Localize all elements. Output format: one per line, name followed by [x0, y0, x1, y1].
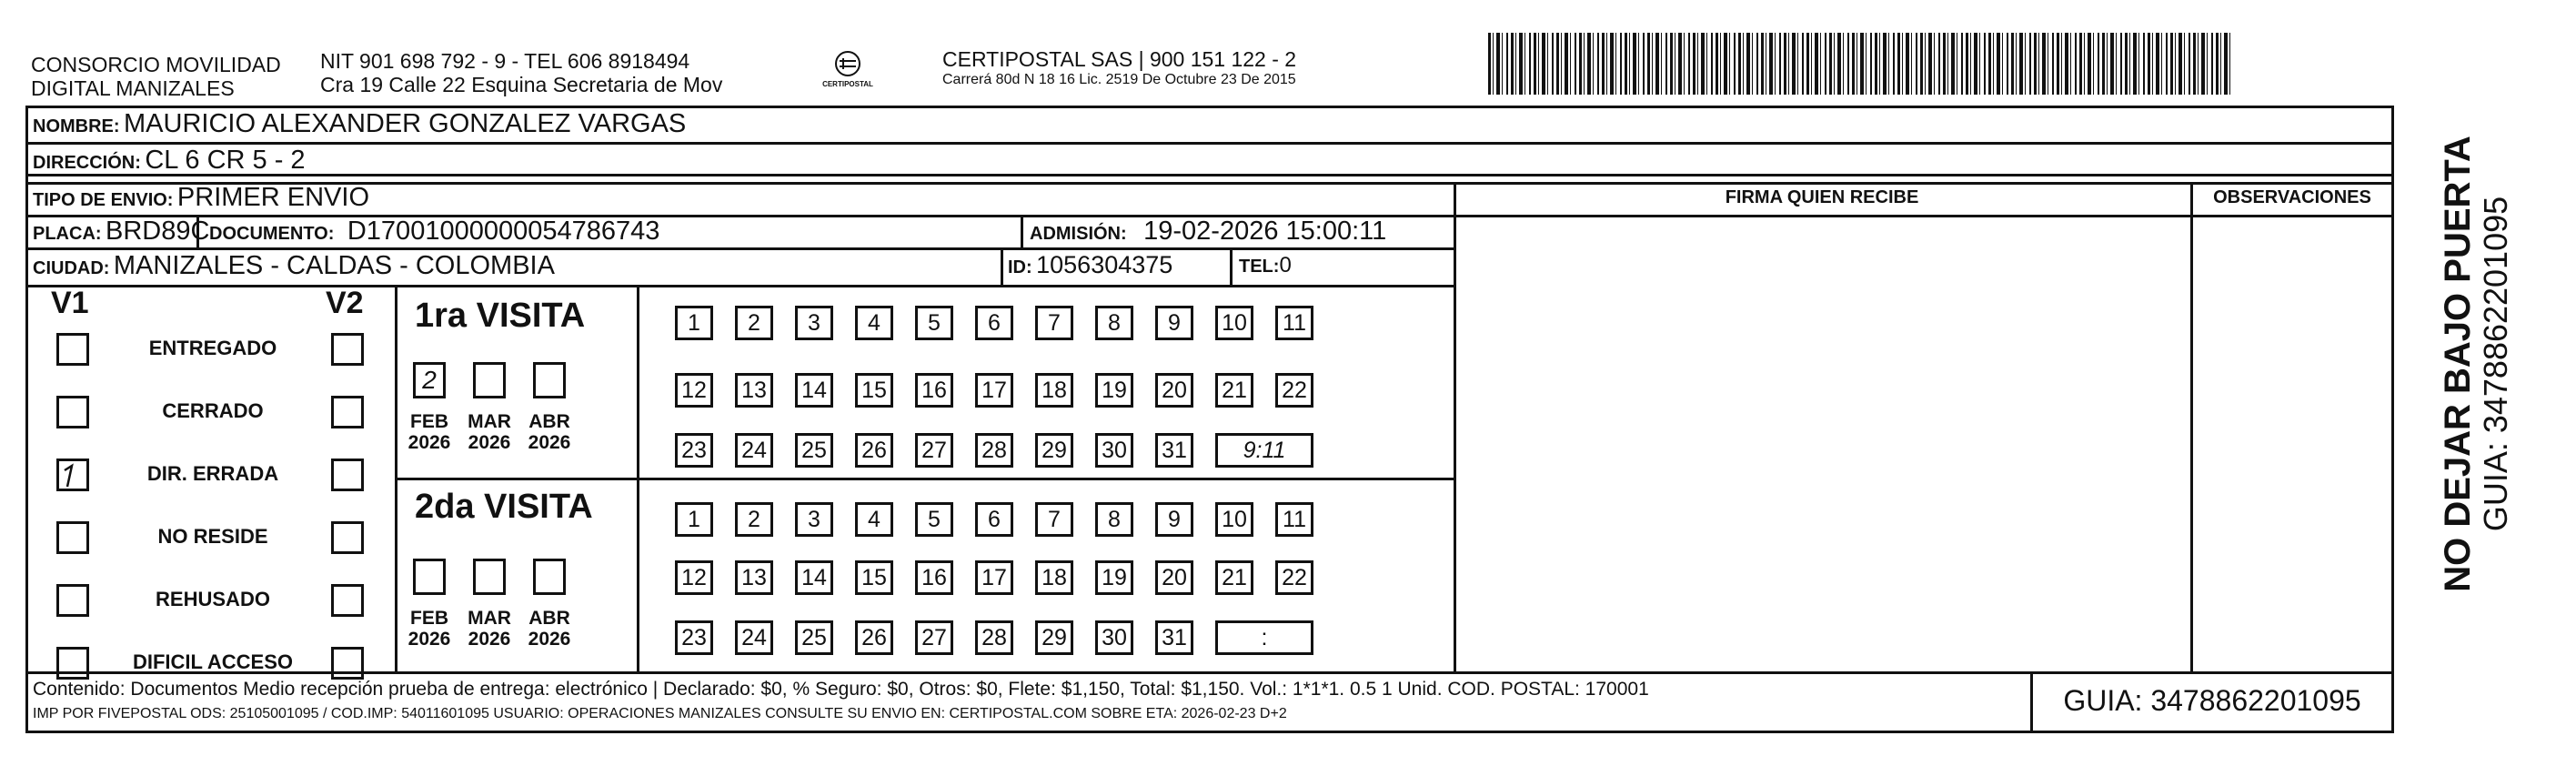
guia-box: GUIA: 3478862201095	[2063, 684, 2361, 717]
day-box[interactable]: 5	[915, 306, 953, 340]
day-box[interactable]: 13	[735, 560, 773, 595]
day-box[interactable]: 7	[1035, 502, 1073, 537]
id-label: ID:	[1008, 257, 1032, 277]
placa-label: PLACA:	[33, 224, 102, 244]
certipostal-logo	[820, 49, 875, 95]
side-guia: GUIA: 3478862201095	[2477, 196, 2514, 532]
address-line: Cra 19 Calle 22 Esquina Secretaria de Mov	[320, 73, 723, 96]
day-box[interactable]: 6	[975, 502, 1013, 537]
day-box[interactable]: 29	[1035, 433, 1073, 468]
day-box[interactable]: 9	[1155, 306, 1193, 340]
day-box[interactable]: 22	[1275, 560, 1313, 595]
day-box[interactable]: 30	[1095, 433, 1133, 468]
ciudad-value: MANIZALES - CALDAS - COLOMBIA	[113, 251, 555, 280]
imp-line: IMP POR FIVEPOSTAL ODS: 25105001095 / COD.IMP: 54011601095 USUARIO: OPERACIONES MANIZALES CONSULTE SU ENVIO EN: CERTIPOSTAL.COM SOBRE ETA: 2026-02-23 D+2	[33, 706, 1287, 721]
day-box[interactable]: 15	[855, 560, 893, 595]
v2-checkbox[interactable]	[331, 521, 364, 554]
day-box[interactable]: 19	[1095, 373, 1133, 408]
v1-checkbox[interactable]	[56, 521, 89, 554]
documento-value: D17001000000054786743	[347, 217, 660, 246]
first-visit-label: 1ra VISITA	[415, 297, 586, 335]
nombre-row	[33, 109, 686, 139]
visit-time-box[interactable]: :	[1215, 620, 1313, 655]
logo-text: CERTIPOSTAL	[822, 80, 873, 88]
placa-field	[33, 217, 209, 247]
day-box[interactable]: 13	[735, 373, 773, 408]
state-label: DIR. ERRADA	[146, 462, 279, 485]
v2-checkbox[interactable]	[331, 584, 364, 617]
day-box[interactable]: 2	[735, 306, 773, 340]
v1-label: V1	[51, 286, 89, 320]
day-box[interactable]: 11	[1275, 502, 1313, 537]
visit-time-box[interactable]: 9:11	[1215, 433, 1313, 468]
day-box[interactable]: 17	[975, 560, 1013, 595]
certipostal-line-2: Carrerá 80d N 18 16 Lic. 2519 De Octubre 23 De 2015	[942, 72, 1296, 87]
tel-field	[1239, 253, 1292, 278]
month-checkbox[interactable]	[473, 559, 506, 595]
month-checkbox[interactable]	[533, 559, 566, 595]
state-label: REHUSADO	[156, 588, 270, 610]
direccion-row	[33, 146, 306, 176]
second-visit-label: 2da VISITA	[415, 488, 593, 526]
day-box[interactable]: 21	[1215, 560, 1253, 595]
day-box[interactable]: 17	[975, 373, 1013, 408]
tipo-envio-row	[33, 183, 369, 213]
day-box[interactable]: 31	[1155, 620, 1193, 655]
admision-label: ADMISIÓN:	[1030, 224, 1127, 244]
v1-checkbox[interactable]	[56, 396, 89, 428]
day-box[interactable]: 4	[855, 306, 893, 340]
v1-checkbox[interactable]	[56, 459, 89, 491]
day-box[interactable]: 31	[1155, 433, 1193, 468]
v2-checkbox[interactable]	[331, 459, 364, 491]
day-box[interactable]: 28	[975, 433, 1013, 468]
day-box[interactable]: 2	[735, 502, 773, 537]
state-label: ENTREGADO	[148, 337, 277, 359]
month-checkbox[interactable]	[533, 362, 566, 398]
day-box[interactable]: 27	[915, 433, 953, 468]
direccion-label: DIRECCIÓN:	[33, 153, 141, 173]
month-checkbox[interactable]: 2	[413, 362, 446, 398]
nombre-value: MAURICIO ALEXANDER GONZALEZ VARGAS	[124, 109, 687, 138]
day-box[interactable]: 10	[1215, 306, 1253, 340]
id-field	[1008, 251, 1172, 279]
month-checkbox[interactable]	[413, 559, 446, 595]
company-name	[31, 53, 281, 100]
day-box[interactable]: 12	[675, 373, 713, 408]
certipostal-info	[942, 47, 1296, 89]
check-mark-icon	[59, 461, 86, 489]
month-label: ABR 2026	[528, 411, 571, 453]
day-box[interactable]: 24	[735, 433, 773, 468]
day-box[interactable]: 1	[675, 502, 713, 537]
direccion-value: CL 6 CR 5 - 2	[145, 146, 306, 175]
day-box[interactable]: 8	[1095, 306, 1133, 340]
day-box[interactable]: 28	[975, 620, 1013, 655]
month-label: ABR 2026	[528, 608, 571, 650]
day-box[interactable]: 24	[735, 620, 773, 655]
certipostal-line-1: CERTIPOSTAL SAS | 900 151 122 - 2	[942, 47, 1297, 71]
day-box[interactable]: 18	[1035, 560, 1073, 595]
month-label: MAR 2026	[468, 411, 511, 453]
day-box[interactable]: 14	[795, 560, 833, 595]
day-box[interactable]: 23	[675, 433, 713, 468]
company-contact	[320, 49, 722, 96]
month-label: MAR 2026	[468, 608, 511, 650]
day-box[interactable]: 20	[1155, 373, 1193, 408]
company-line-2: DIGITAL MANIZALES	[31, 76, 235, 100]
documento-label: DOCUMENTO:	[209, 224, 335, 244]
state-label: DIFICIL ACCESO	[132, 650, 293, 673]
company-line-1: CONSORCIO MOVILIDAD	[31, 53, 281, 76]
v1-checkbox[interactable]	[56, 333, 89, 366]
day-box[interactable]: 22	[1275, 373, 1313, 408]
day-box[interactable]: 3	[795, 306, 833, 340]
firma-header: FIRMA QUIEN RECIBE	[1725, 187, 1919, 207]
day-box[interactable]: 3	[795, 502, 833, 537]
day-box[interactable]: 15	[855, 373, 893, 408]
day-box[interactable]: 25	[795, 433, 833, 468]
day-box[interactable]: 14	[795, 373, 833, 408]
day-box[interactable]: 9	[1155, 502, 1193, 537]
state-label: NO RESIDE	[157, 525, 268, 548]
no-dejar-bajo-puerta: NO DEJAR BAJO PUERTA	[2438, 136, 2478, 592]
day-box[interactable]: 29	[1035, 620, 1073, 655]
nit-line: NIT 901 698 792 - 9 - TEL 606 8918494	[320, 49, 690, 73]
nombre-label: NOMBRE:	[33, 116, 120, 136]
month-checkbox[interactable]	[473, 362, 506, 398]
day-box[interactable]: 26	[855, 620, 893, 655]
day-box[interactable]: 7	[1035, 306, 1073, 340]
day-box[interactable]: 10	[1215, 502, 1253, 537]
day-box[interactable]: 5	[915, 502, 953, 537]
admision-value: 19-02-2026 15:00:11	[1143, 217, 1387, 246]
state-label: CERRADO	[162, 399, 264, 422]
day-box[interactable]: 11	[1275, 306, 1313, 340]
day-box[interactable]: 19	[1095, 560, 1133, 595]
v2-checkbox[interactable]	[331, 396, 364, 428]
day-box[interactable]: 8	[1095, 502, 1133, 537]
v2-checkbox[interactable]	[331, 333, 364, 366]
tel-value: 0	[1279, 253, 1292, 277]
day-box[interactable]: 27	[915, 620, 953, 655]
v2-checkbox[interactable]	[331, 647, 364, 680]
v1-checkbox[interactable]	[56, 584, 89, 617]
observaciones-header: OBSERVACIONES	[2213, 187, 2371, 207]
day-box[interactable]: 4	[855, 502, 893, 537]
day-box[interactable]: 25	[795, 620, 833, 655]
day-box[interactable]: 1	[675, 306, 713, 340]
day-box[interactable]: 16	[915, 373, 953, 408]
day-box[interactable]: 23	[675, 620, 713, 655]
v2-label: V2	[326, 286, 364, 320]
day-box[interactable]: 30	[1095, 620, 1133, 655]
id-value: 1056304375	[1036, 251, 1173, 278]
day-box[interactable]: 26	[855, 433, 893, 468]
ciudad-field	[33, 251, 555, 281]
day-box[interactable]: 18	[1035, 373, 1073, 408]
day-box[interactable]: 20	[1155, 560, 1193, 595]
contenido-line: Contenido: Documentos Medio recepción prueba de entrega: electrónico | Declarado: $0, % Seguro: $0, Otros: $0, Flete: $1,150, Total: $1,150. Vol.: 1*1*1. 0.5 1 Unid. COD. POSTAL: 170001	[33, 679, 1649, 700]
tipo-envio-value: PRIMER ENVIO	[176, 183, 370, 212]
barcode	[1488, 33, 2234, 95]
day-box[interactable]: 12	[675, 560, 713, 595]
admision-field	[1030, 217, 1386, 247]
day-box[interactable]: 6	[975, 306, 1013, 340]
documento-field	[209, 217, 659, 247]
tel-label: TEL:	[1239, 257, 1280, 277]
placa-value: BRD89C	[106, 217, 210, 246]
month-label: FEB 2026	[408, 608, 451, 650]
v1-checkbox[interactable]	[56, 647, 89, 680]
tipo-envio-label: TIPO DE ENVIO:	[33, 190, 174, 210]
day-box[interactable]: 21	[1215, 373, 1253, 408]
month-label: FEB 2026	[408, 411, 451, 453]
day-box[interactable]: 16	[915, 560, 953, 595]
ciudad-label: CIUDAD:	[33, 258, 110, 278]
